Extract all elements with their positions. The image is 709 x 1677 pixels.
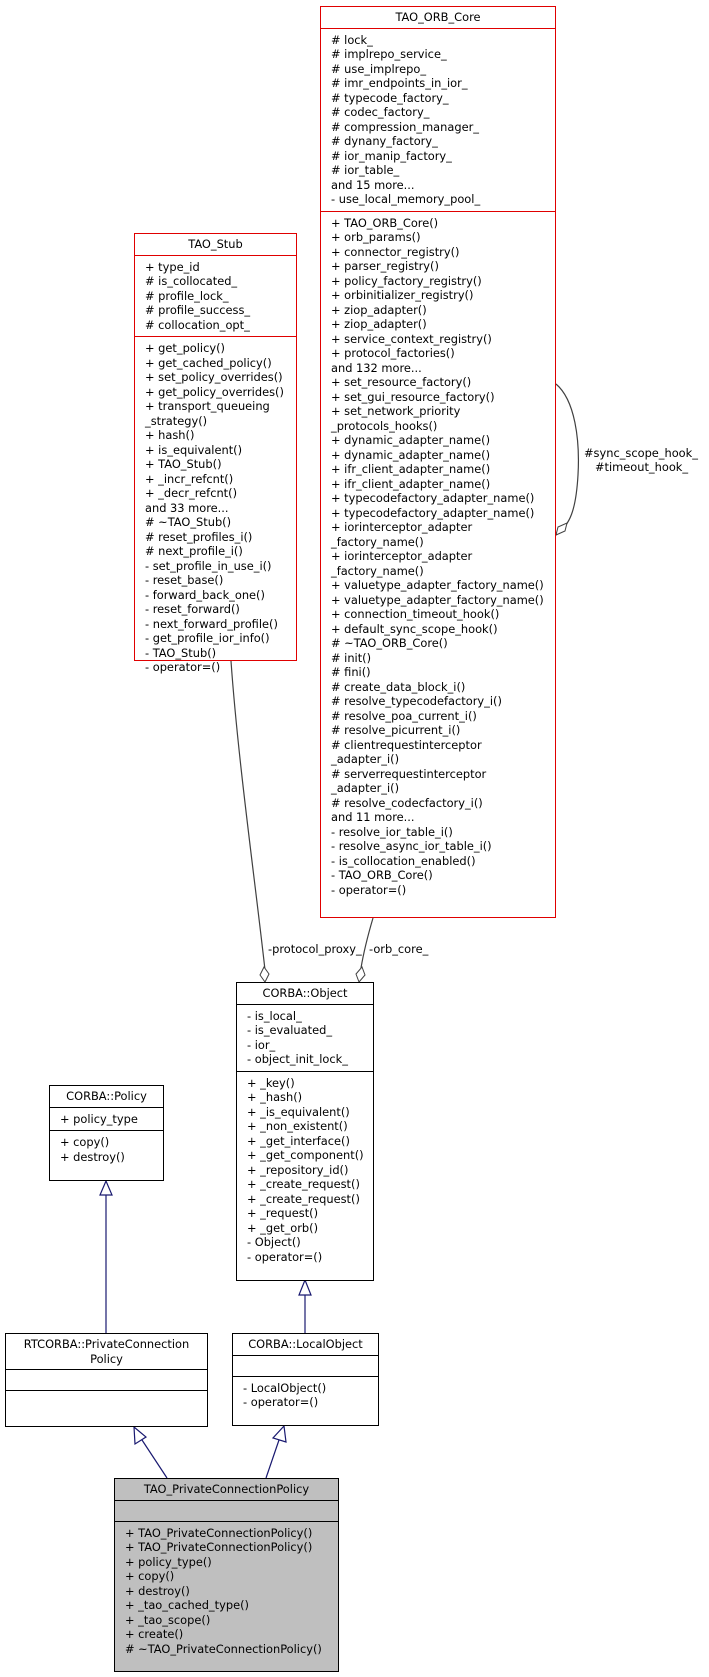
member-line: + set_policy_overrides(): [145, 370, 283, 384]
protocol-proxy-edge: [231, 661, 265, 970]
class-title: TAO_ORB_Core: [395, 10, 481, 24]
member-line: + connection_timeout_hook(): [331, 607, 500, 621]
methods-section: [50, 1130, 163, 1168]
class-title: CORBA::LocalObject: [248, 1337, 363, 1351]
member-line: + copy(): [125, 1569, 175, 1583]
self-loop-label-2: #timeout_hook_: [595, 460, 689, 474]
member-line: # serverrequestinterceptor: [331, 766, 487, 781]
member-line: - is_local_: [247, 1008, 302, 1023]
member-line: # imr_endpoints_in_ior_: [331, 76, 468, 90]
member-line: + iorinterceptor_adapter: [331, 549, 473, 563]
member-line: # clientrequestinterceptor: [331, 737, 482, 752]
member-line: and 132 more...: [331, 360, 422, 375]
member-line: + ziop_adapter(): [331, 302, 427, 317]
class-box-tao-orb-core[interactable]: [320, 6, 556, 918]
member-line: # use_implrepo_: [331, 61, 427, 76]
member-line: + set_resource_factory(): [331, 375, 472, 389]
member-line: + _get_orb(): [247, 1220, 319, 1235]
member-line: + iorinterceptor_adapter: [331, 520, 473, 534]
member-line: + _is_equivalent(): [247, 1104, 350, 1119]
member-line: # implrepo_service_: [331, 47, 447, 61]
member-line: - TAO_Stub(): [145, 645, 217, 660]
member-line: + protocol_factories(): [331, 346, 455, 360]
class-title: TAO_PrivateConnectionPolicy: [143, 1482, 310, 1496]
member-line: + is_equivalent(): [145, 442, 243, 457]
member-line: # ior_manip_factory_: [331, 148, 452, 163]
member-line: - operator=(): [243, 1395, 319, 1409]
member-line: # profile_lock_: [145, 288, 229, 303]
member-line: and 15 more...: [331, 177, 415, 192]
member-line: + _hash(): [247, 1090, 303, 1104]
member-line: + _create_request(): [247, 1191, 360, 1206]
member-line: + service_context_registry(): [331, 331, 492, 346]
member-line: + copy(): [60, 1135, 110, 1149]
member-line: - Object(): [247, 1235, 301, 1249]
member-line: + _tao_cached_type(): [125, 1598, 249, 1612]
member-line: _factory_name(): [331, 563, 424, 578]
protocol-proxy-label: -protocol_proxy_: [268, 942, 362, 956]
member-line: + _get_component(): [247, 1148, 364, 1162]
class-box-corba-object[interactable]: [236, 982, 374, 1281]
member-line: + _request(): [247, 1206, 319, 1220]
member-line: _protocols_hooks(): [331, 418, 438, 433]
self-loop-diamond: [556, 523, 567, 535]
class-box-tao-private-connection-policy[interactable]: [114, 1478, 339, 1672]
member-line: + get_policy(): [145, 341, 225, 355]
member-line: # fini(): [331, 665, 371, 679]
member-line: + create(): [125, 1627, 184, 1641]
member-line: + TAO_ORB_Core(): [331, 215, 439, 230]
member-line: - TAO_ORB_Core(): [331, 868, 433, 882]
methods-section: [6, 1390, 207, 1411]
member-line: + TAO_Stub(): [145, 457, 222, 471]
member-line: # resolve_typecodefactory_i(): [331, 694, 502, 708]
member-line: _factory_name(): [331, 534, 424, 549]
tao-pcp-to-localobject-arrow: [273, 1426, 286, 1442]
member-line: # lock_: [331, 32, 373, 47]
member-line: - resolve_async_ior_table_i(): [331, 839, 492, 853]
localobject-inherit-arrow: [299, 1280, 311, 1295]
member-line: - is_evaluated_: [247, 1023, 333, 1037]
attributes-section: [233, 1355, 378, 1376]
member-line: + _repository_id(): [247, 1162, 349, 1177]
member-line: and 33 more...: [145, 500, 229, 515]
member-line: # resolve_codecfactory_i(): [331, 795, 483, 810]
member-line: + ifr_client_adapter_name(): [331, 476, 491, 491]
member-line: # codec_factory_: [331, 105, 430, 119]
attributes-section: [135, 255, 296, 337]
member-line: + policy_factory_registry(): [331, 273, 482, 288]
member-line: + set_network_priority: [331, 404, 461, 418]
member-line: + valuetype_adapter_factory_name(): [331, 578, 544, 592]
member-line: - operator=(): [247, 1249, 323, 1264]
class-title-line-1: RTCORBA::PrivateConnection: [23, 1337, 190, 1351]
member-line: + typecodefactory_adapter_name(): [331, 491, 535, 505]
member-line: + TAO_PrivateConnectionPolicy(): [125, 1525, 313, 1540]
methods-section: [321, 211, 555, 902]
member-line: - use_local_memory_pool_: [331, 192, 481, 206]
member-line: + _get_interface(): [247, 1133, 350, 1148]
member-line: - LocalObject(): [243, 1380, 327, 1395]
member-line: # ~TAO_Stub(): [145, 515, 232, 529]
member-line: - object_init_lock_: [247, 1052, 348, 1066]
member-line: + hash(): [145, 428, 195, 442]
member-line: and 11 more...: [331, 810, 415, 824]
member-line: + default_sync_scope_hook(): [331, 621, 498, 636]
class-box-corba-policy[interactable]: [49, 1085, 164, 1181]
member-line: - forward_back_one(): [145, 587, 265, 602]
attributes-section: [6, 1369, 207, 1390]
member-line: # ~TAO_PrivateConnectionPolicy(): [125, 1641, 322, 1656]
member-line: - operator=(): [331, 882, 407, 897]
member-line: # resolve_poa_current_i(): [331, 708, 477, 723]
member-line: + destroy(): [125, 1583, 190, 1598]
member-line: + ziop_adapter(): [331, 317, 427, 331]
member-line: + transport_queueing: [145, 399, 270, 413]
member-line: + orb_params(): [331, 230, 421, 244]
protocol-proxy-diamond: [260, 967, 269, 982]
class-title: CORBA::Object: [262, 986, 348, 1000]
member-line: + get_policy_overrides(): [145, 384, 284, 399]
methods-section: [233, 1376, 378, 1414]
member-line: + destroy(): [60, 1149, 125, 1164]
member-line: # compression_manager_: [331, 119, 479, 134]
member-line: + set_gui_resource_factory(): [331, 389, 495, 404]
member-line: - ior_: [247, 1037, 276, 1052]
member-line: # resolve_picurrent_i(): [331, 723, 461, 737]
rtcorba-inherit-arrow: [100, 1181, 112, 1195]
member-line: + get_cached_policy(): [145, 355, 272, 370]
class-box-rtcorba-private-connection-policy[interactable]: [5, 1333, 208, 1427]
member-line: - get_profile_ior_info(): [145, 631, 270, 645]
member-line: _adapter_i(): [331, 781, 400, 795]
member-line: # typecode_factory_: [331, 90, 449, 105]
member-line: # is_collocated_: [145, 274, 238, 288]
member-line: + _key(): [247, 1075, 295, 1090]
member-line: # dynany_factory_: [331, 134, 438, 148]
member-line: + _non_existent(): [247, 1119, 348, 1133]
orb-core-diamond: [356, 967, 365, 982]
attributes-section: [50, 1107, 163, 1131]
self-loop-label-1: #sync_scope_hook_: [584, 446, 698, 460]
orb-core-label: -orb_core_: [369, 942, 429, 956]
attributes-section: [237, 1004, 373, 1071]
member-line: + _incr_refcnt(): [145, 471, 234, 486]
attributes-section: [115, 1500, 338, 1521]
self-loop-edge: [556, 384, 578, 535]
member-line: - operator=(): [145, 660, 221, 674]
member-line: - is_collocation_enabled(): [331, 853, 476, 868]
member-line: - next_forward_profile(): [145, 616, 278, 631]
member-line: + type_id: [145, 259, 200, 274]
member-line: + policy_type(): [125, 1554, 212, 1569]
class-title: [6, 1334, 207, 1369]
member-line: + dynamic_adapter_name(): [331, 433, 491, 447]
member-line: - resolve_ior_table_i(): [331, 824, 453, 839]
member-line: + parser_registry(): [331, 259, 439, 273]
member-line: # create_data_block_i(): [331, 679, 466, 694]
methods-section: [237, 1071, 373, 1269]
member-line: _strategy(): [145, 413, 208, 428]
member-line: # ~TAO_ORB_Core(): [331, 636, 448, 650]
member-line: + TAO_PrivateConnectionPolicy(): [125, 1540, 313, 1554]
class-title-line-2: Policy: [90, 1351, 123, 1366]
member-line: - reset_base(): [145, 573, 224, 587]
member-line: + _decr_refcnt(): [145, 486, 238, 500]
member-line: + ifr_client_adapter_name(): [331, 462, 491, 476]
member-line: # collocation_opt_: [145, 317, 250, 332]
member-line: - set_profile_in_use_i(): [145, 558, 272, 573]
member-line: + dynamic_adapter_name(): [331, 447, 491, 462]
tao-pcp-to-rtcorba-arrow: [134, 1427, 146, 1444]
member-line: + _tao_scope(): [125, 1612, 211, 1627]
methods-section: [135, 336, 296, 679]
tao-pcp-to-rtcorba-edge: [142, 1440, 167, 1478]
member-line: + valuetype_adapter_factory_name(): [331, 592, 544, 607]
member-line: _adapter_i(): [331, 752, 400, 766]
member-line: + policy_type: [60, 1111, 138, 1126]
member-line: + orbinitializer_registry(): [331, 288, 474, 302]
tao-pcp-to-localobject-edge: [266, 1440, 279, 1478]
attributes-section: [321, 28, 555, 211]
member-line: # init(): [331, 650, 372, 665]
class-title: TAO_Stub: [188, 237, 243, 251]
member-line: # next_profile_i(): [145, 544, 243, 558]
class-box-corba-local-object[interactable]: [232, 1333, 379, 1426]
methods-section: [115, 1521, 338, 1661]
member-line: # profile_success_: [145, 303, 251, 317]
member-line: # reset_profiles_i(): [145, 529, 253, 544]
class-title: CORBA::Policy: [66, 1089, 147, 1103]
class-box-tao-stub[interactable]: [134, 233, 297, 674]
member-line: + typecodefactory_adapter_name(): [331, 505, 535, 520]
member-line: + _create_request(): [247, 1177, 360, 1191]
member-line: # ior_table_: [331, 163, 400, 177]
member-line: + connector_registry(): [331, 244, 460, 259]
member-line: - reset_forward(): [145, 602, 240, 616]
